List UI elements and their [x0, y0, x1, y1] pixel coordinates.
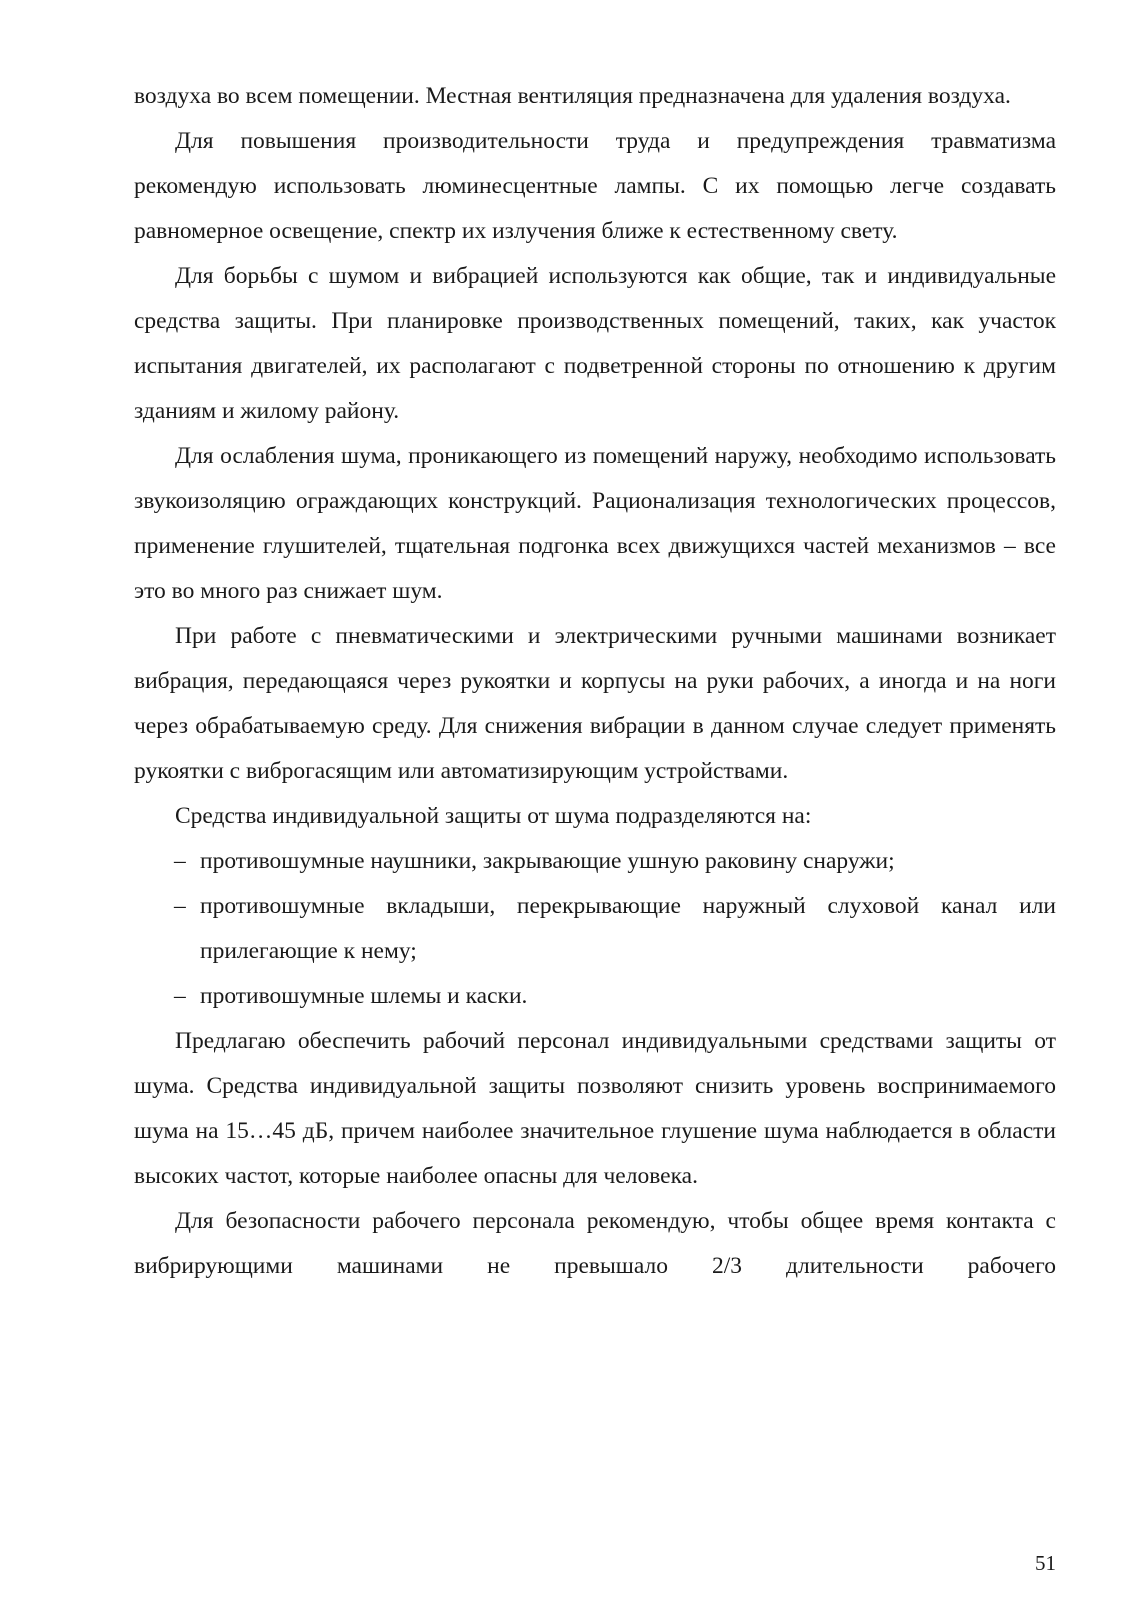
paragraph-5: При работе с пневматическими и электрическими ручными машинами возникает вибрация, передающаяся через рукоятки и корпусы на руки рабочих, а иногда и на ноги через обрабатываемую среду. Для снижения вибрации в данном случае следует применять рукоятки с виброгасящим или автоматизирующим устройствами.	[134, 623, 1056, 784]
paragraph-7: Предлагаю обеспечить рабочий персонал индивидуальными средствами защиты от шума. Средства индивидуальной защиты позволяют снизить уровень воспринимаемого шума на 15…45 дБ, причем наиболее значительное глушение шума наблюдается в области высоких частот, которые наиболее опасны для человека.	[134, 1028, 1056, 1189]
paragraph-4: Для ослабления шума, проникающего из помещений наружу, необходимо использовать звукоизоляцию ограждающих конструкций. Рационализация технологических процессов, применение глушителей, тщательная подгонка всех движущихся частей механизмов – все это во много раз снижает шум.	[134, 443, 1056, 604]
body-text	[134, 74, 1056, 1289]
list-dash-marker: –	[174, 983, 186, 1009]
list-dash-marker: –	[174, 893, 186, 919]
bullet-list	[134, 839, 1056, 1019]
list-item-text: противошумные шлемы и каски.	[200, 983, 528, 1009]
list-item-text: противошумные вкладыши, перекрывающие наружный слуховой канал или прилегающие к нему;	[200, 893, 1056, 964]
list-item-text: противошумные наушники, закрывающие ушную раковину снаружи;	[200, 848, 895, 874]
list-item	[134, 884, 1056, 974]
list-intro-paragraph: Средства индивидуальной защиты от шума подразделяются на:	[175, 803, 812, 829]
paragraph-1: воздуха во всем помещении. Местная вентиляция предназначена для удаления воздуха.	[134, 83, 1011, 109]
paragraph-8: Для безопасности рабочего персонала рекомендую, чтобы общее время контакта с вибрирующими машинами не превышало 2/3 длительности рабочего	[134, 1208, 1056, 1279]
list-item	[134, 974, 1056, 1019]
paragraph-3: Для борьбы с шумом и вибрацией используются как общие, так и индивидуальные средства защиты. При планировке производственных помещений, таких, как участок испытания двигателей, их располагают с подветренной стороны по отношению к другим зданиям и жилому району.	[134, 263, 1056, 424]
list-item	[134, 839, 1056, 884]
list-dash-marker: –	[174, 848, 186, 874]
page-number: 51	[1035, 1551, 1056, 1575]
paragraph-2: Для повышения производительности труда и предупреждения травматизма рекомендую использовать люминесцентные лампы. С их помощью легче создавать равномерное освещение, спектр их излучения ближе к естественному свету.	[134, 128, 1056, 244]
